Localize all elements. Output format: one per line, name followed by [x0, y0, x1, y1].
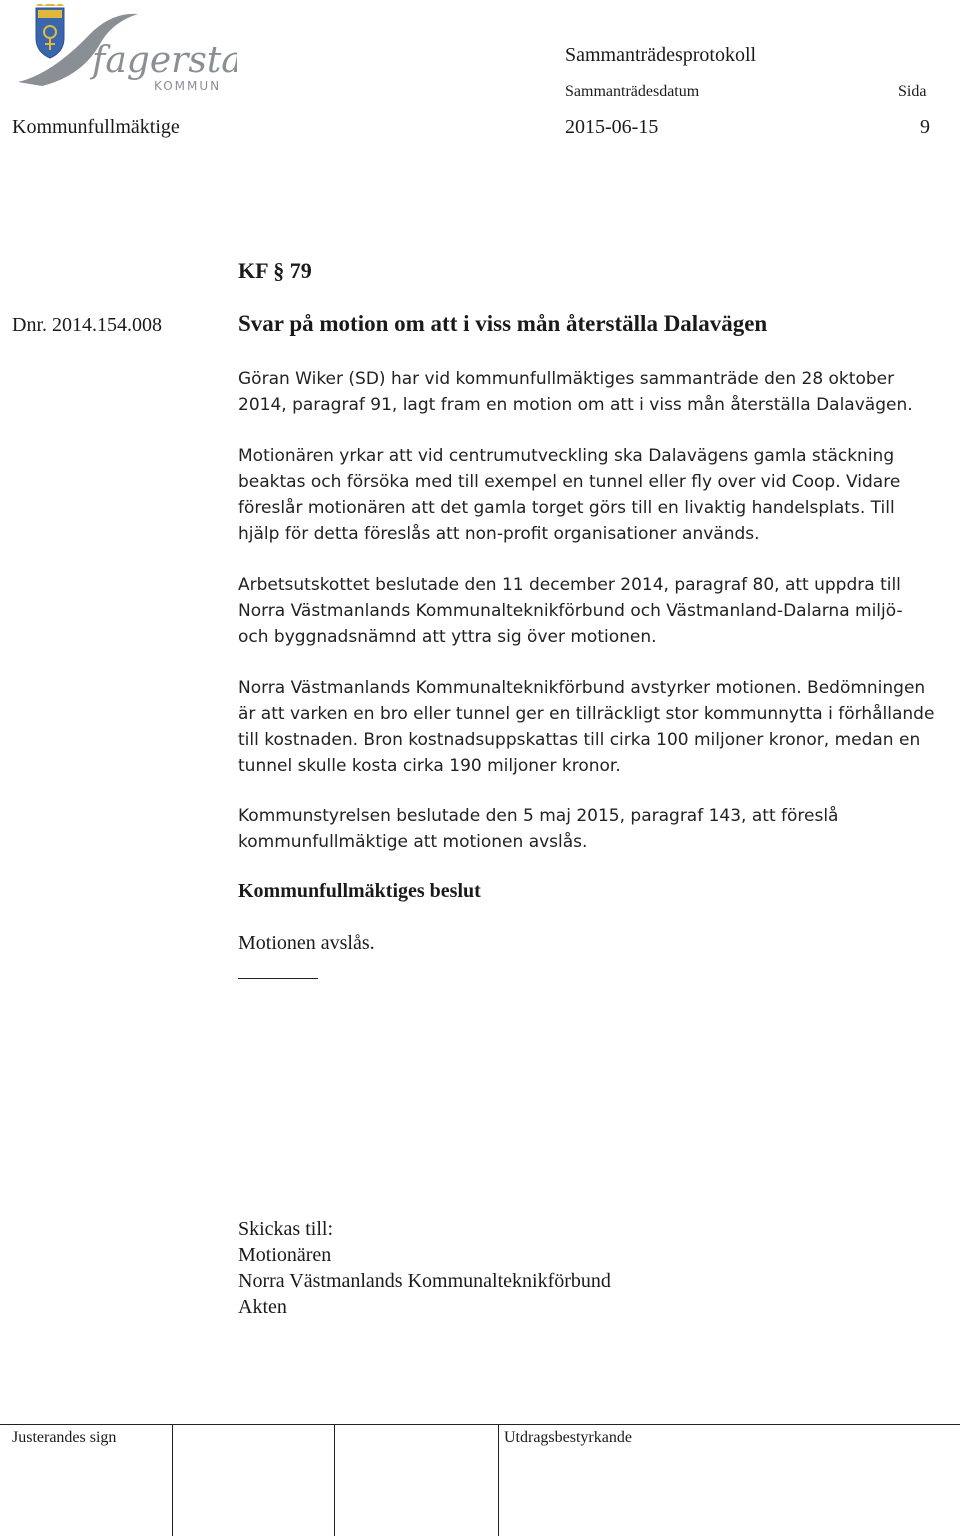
paragraph — [238, 675, 938, 779]
signature-table — [0, 1424, 960, 1536]
document-type: Sammanträdesprotokoll — [565, 44, 757, 66]
logo-subtext: KOMMUN — [154, 79, 222, 93]
meeting-date: 2015-06-15 — [565, 116, 659, 138]
paragraph — [238, 366, 938, 418]
divider — [238, 978, 318, 979]
item-title: Svar på motion om att i viss mån återställa Dalavägen — [238, 311, 768, 336]
signature-label: Justerandes sign — [12, 1429, 117, 1446]
logo-wordmark: fagersta — [92, 40, 237, 81]
distribution-label: Skickas till: — [238, 1218, 333, 1240]
table-border — [334, 1424, 335, 1536]
paragraph-text: Motionären yrkar att vid centrumutveckling ska Dalavägens gamla stäckning beaktas och försöka med till exempel en tunnel eller fly over vid Coop. Vidare föreslår motionären att det gamla torget görs till en livaktig handelsplats. Till hjälp för detta föreslås att non-profit organisationer används. — [238, 446, 901, 544]
table-border — [0, 1424, 960, 1425]
decision-heading: Kommunfullmäktiges beslut — [238, 880, 481, 902]
fagersta-logo-graphic — [12, 4, 237, 94]
distribution-recipient: Motionären — [238, 1244, 332, 1266]
diary-number: Dnr. 2014.154.008 — [12, 314, 162, 336]
paragraph — [238, 443, 938, 547]
organization-name: Kommunfullmäktige — [12, 116, 180, 138]
paragraph — [238, 572, 938, 650]
paragraph — [238, 803, 938, 855]
municipality-logo — [12, 4, 237, 94]
decision-text: Motionen avslås. — [238, 932, 375, 954]
page-label: Sida — [898, 83, 927, 100]
meeting-date-label: Sammanträdesdatum — [565, 83, 700, 100]
extract-certification-label: Utdragsbestyrkande — [504, 1429, 632, 1446]
item-number: KF § 79 — [238, 258, 312, 283]
page-number: 9 — [920, 116, 930, 138]
distribution-recipient: Akten — [238, 1296, 287, 1318]
coat-of-arms-icon — [36, 4, 64, 58]
paragraph-text: Arbetsutskottet beslutade den 11 december 2014, paragraf 80, att uppdra till Norra Västmanlands Kommunalteknikförbund och Västmanland-Dalarna miljö- och byggnadsnämnd att yttra sig över motionen. — [238, 575, 903, 647]
distribution-recipient: Norra Västmanlands Kommunalteknikförbund — [238, 1270, 611, 1292]
paragraph-text: Kommunstyrelsen beslutade den 5 maj 2015, paragraf 143, att föreslå kommunfullmäktige att motionen avslås. — [238, 806, 839, 852]
table-border — [172, 1424, 173, 1536]
paragraph-text: Norra Västmanlands Kommunalteknikförbund avstyrker motionen. Bedömningen är att varken en bro eller tunnel ger en tillräckligt stor kommunnytta i förhållande till kostnaden. Bron kostnadsuppskattas till cirka 100 miljoner kronor, medan en tunnel skulle kosta cirka 190 miljoner kronor. — [238, 678, 935, 776]
distribution-list — [238, 1216, 611, 1320]
table-border — [498, 1424, 499, 1536]
paragraph-text: Göran Wiker (SD) har vid kommunfullmäktiges sammanträde den 28 oktober 2014, paragraf 91, lagt fram en motion om att i viss mån återställa Dalavägen. — [238, 369, 913, 415]
